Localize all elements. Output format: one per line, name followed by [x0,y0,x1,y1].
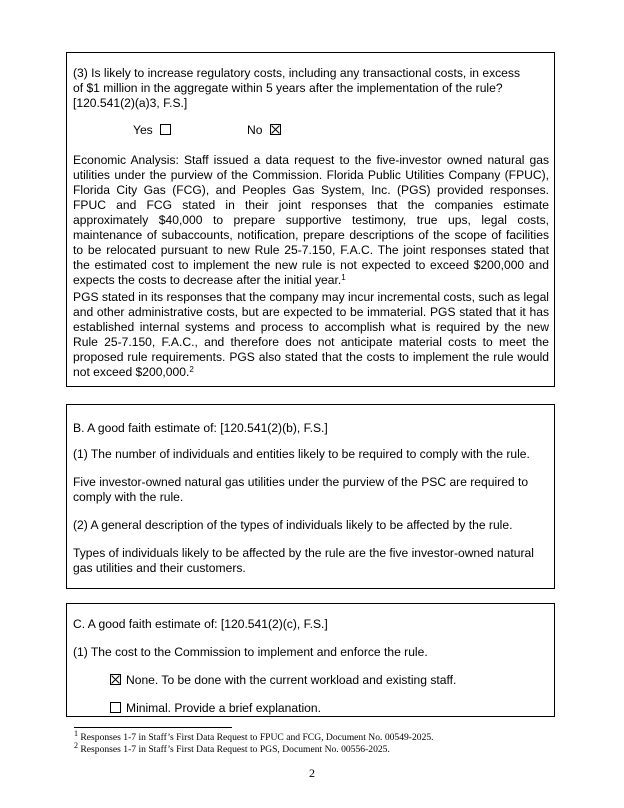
option-minimal [110,701,530,716]
section-b-question-1: (1) The number of individuals and entities likely to be required to comply with the rule. [73,447,530,461]
option-none-label: None. To be done with the current workload and existing staff. [126,673,457,687]
question-3-text: (3) Is likely to increase regulatory costs, including any transactional costs, in excess of $1 million in the aggregate within 5 years after the implementation of the rule? [120.541(2)(a)3, F.S.] [73,66,520,110]
no-label: No [247,123,263,137]
section-c-heading: C. A good faith estimate of: [120.541(2)(c), F.S.] [73,617,328,631]
pgs-paragraph: PGS stated in its responses that the company may incur incremental costs, such as legal and other administrative costs, but are expected to be immaterial. PGS stated that it has established internal systems and process to accomplish what is required by the new Rule 25-7.150, F.A.C., and therefore does not anticipate material costs to meet the proposed rule requirements. PGS also stated that the costs to implement the rule would not exceed $200,000.$^2$ [73,290,549,379]
page-number: 2 [309,766,315,780]
section-c-question-1: (1) The cost to the Commission to implement and enforce the rule. [73,645,428,659]
option-minimal-label: Minimal. Provide a brief explanation. [126,701,321,715]
option-none [110,673,530,688]
yes-option [133,123,171,138]
footnote-1: $^1$ Responses 1-7 in Staff’s First Data Request to FPUC and FCG, Document No. 00549-2025. [74,729,434,743]
minimal-checkbox[interactable] [110,702,121,713]
none-checkbox[interactable] [110,674,121,685]
section-b-answer-2: Types of individuals likely to be affected by the rule are the five investor-owned natural gas utilities and their customers. [73,546,534,575]
no-option [247,123,281,138]
yes-label: Yes [133,123,153,137]
no-checkbox[interactable] [270,124,281,135]
yes-checkbox[interactable] [160,124,171,135]
economic-analysis-paragraph: Economic Analysis: Staff issued a data request to the five-investor owned natural gas utilities under the purview of the Commission. Florida Public Utilities Company (FPUC), Florida City Gas (FCG), and Peoples Gas System, Inc. (PGS) provided responses. FPUC and FCG stated in their joint responses that the companies estimate approximately $40,000 to prepare supportive testimony, true ups, legal costs, maintenance of subaccounts, notification, prepare descriptions of the scope of facilities to be relocated pursuant to new Rule 25-7.150, F.A.C. The joint responses stated that the estimated cost to implement the new rule is not expected to exceed $200,000 and expects the costs to decrease after the initial year.$^1$ [73,153,549,287]
footnote-ref-1: 1 [341,273,346,282]
footnote-2: $^2$ Responses 1-7 in Staff’s First Data Request to PGS, Document No. 00556-2025. [74,741,390,755]
section-b-heading: B. A good faith estimate of: [120.541(2)(b), F.S.] [73,421,328,435]
footnote-separator [74,727,232,728]
footnote-ref-2: 2 [189,365,194,374]
section-b-question-2: (2) A general description of the types of individuals likely to be affected by the rule. [73,518,513,532]
section-b-answer-1: Five investor-owned natural gas utilities under the purview of the PSC are required to comply with the rule. [73,475,529,504]
